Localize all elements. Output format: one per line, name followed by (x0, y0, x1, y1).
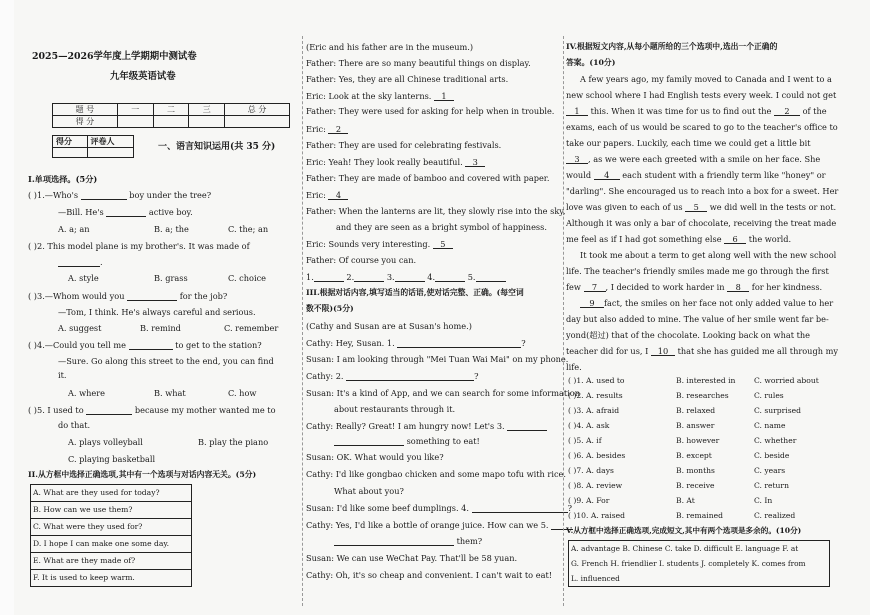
option-c[interactable]: C. remember (224, 323, 279, 333)
dialogue-line: (Cathy and Susan are at Susan's home.) (306, 321, 472, 331)
dialogue-line: Cathy: Oh, it's so cheap and convenient. I can't wait to eat! (306, 570, 553, 580)
blank[interactable]: 4 (594, 170, 620, 180)
dialogue-line: Cathy: I'd like gongbao chicken and some mapo tofu with rice. (306, 469, 566, 479)
dialogue-line: Susan: I'd like some beef dumplings. 4. ? (306, 503, 572, 513)
part3-title-line2: 数不限)(5分) (306, 304, 354, 313)
options-box (30, 484, 192, 587)
choice-row-7-a[interactable]: ( )7. A. days (568, 466, 614, 475)
dialogue-line: them? (334, 536, 482, 546)
choice-row-4-b[interactable]: B. answer (676, 421, 715, 430)
option-item[interactable]: E. What are they made of? (31, 553, 191, 570)
section-title: 一、语言知识运用(共 35 分) (158, 142, 276, 152)
choice-row-8-b[interactable]: B. receive (676, 481, 715, 490)
blank[interactable] (127, 291, 177, 301)
passage-line: "darling". She encouraged us to reach into a box for a sweet. Her (566, 186, 839, 196)
part4-title-line2: 答案。(10分) (566, 58, 616, 67)
score-header-cell: 题 号 (53, 104, 118, 116)
score-label-cell: 得 分 (53, 116, 118, 128)
blank[interactable]: 2 (328, 124, 348, 134)
passage-line: would 4 each student with a friendly term like "honey" or (566, 170, 826, 180)
blank[interactable] (334, 536, 454, 546)
choice-row-1-c[interactable]: C. worried about (754, 376, 819, 385)
option-c[interactable]: C. how (228, 388, 257, 398)
passage-line: life. The teacher's friendly smiles made me go through the first (566, 266, 829, 276)
passage-line: 3 , as we were each greeted with a smile on her face. She (566, 154, 820, 164)
dialogue-line: Susan: It's a kind of App, and we can search for some information (306, 388, 580, 398)
choice-row-2-b[interactable]: B. researches (676, 391, 729, 400)
choice-row-8-c[interactable]: C. return (754, 481, 789, 490)
answer-line: 1. 2. 3. 4. 5. (306, 272, 506, 282)
dialogue-line: Cathy: Hey, Susan. 1. ? (306, 338, 526, 348)
dialogue-line: What about you? (334, 486, 404, 496)
blank[interactable] (397, 338, 521, 348)
choice-row-1-b[interactable]: B. interested in (676, 376, 736, 385)
blank[interactable]: 8 (727, 282, 749, 292)
dialogue-line: Eric: 4 (306, 190, 348, 200)
choice-row-2-a[interactable]: ( )2. A. results (568, 391, 623, 400)
score-cell[interactable] (153, 116, 189, 128)
blank[interactable] (346, 371, 474, 381)
choice-row-4-c[interactable]: C. name (754, 421, 786, 430)
dialogue-line: Eric: Look at the sky lanterns. 1 (306, 91, 454, 101)
question-3-line2: —Tom, I think. He's always careful and serious. (58, 307, 256, 317)
blank[interactable] (58, 257, 100, 267)
choice-row-5-c[interactable]: C. whether (754, 436, 797, 445)
question-5-line2: do that. (58, 420, 91, 430)
option-item[interactable]: B. How can we use them? (31, 502, 191, 519)
choice-row-6-c[interactable]: C. beside (754, 451, 790, 460)
question-4-line3: it. (58, 370, 67, 380)
question-2: ( )2. This model plane is my brother's. It was made of (28, 241, 250, 251)
dialogue-line: Father: Of course you can. (306, 255, 417, 265)
option-b[interactable]: B. remind (140, 323, 181, 333)
dialogue-line: Father: They are used for celebrating festivals. (306, 140, 502, 150)
choice-row-7-c[interactable]: C. years (754, 466, 786, 475)
blank[interactable]: 7 (584, 282, 606, 292)
dialogue-line: (Eric and his father are in the museum.) (306, 42, 474, 52)
dialogue-line: Father: When the lanterns are lit, they slowly rise into the sky, (306, 206, 566, 216)
column-3 (566, 0, 856, 615)
blank-line: . (58, 257, 103, 267)
option-b[interactable]: B. what (154, 388, 186, 398)
score-cell[interactable] (225, 116, 290, 128)
score-header-cell: 一 (117, 104, 153, 116)
passage-line: love was given to each of us 5 we did well in the tests or not. (566, 202, 837, 212)
option-b[interactable]: B. grass (154, 273, 188, 283)
word-box-line: A. advantage B. Chinese C. take D. difficult E. language F. at (571, 544, 799, 553)
option-a[interactable]: A. where (68, 388, 106, 398)
choice-row-10-a[interactable]: ( )10. A. raised (568, 511, 625, 520)
blank[interactable]: 5 (433, 239, 453, 249)
passage-line: 1 this. When it was time for us to find out the 2 of the (566, 106, 827, 116)
blank[interactable] (129, 340, 173, 350)
part1-title: I.单项选择。(5分) (28, 174, 98, 184)
passage-line: It took me about a term to get along well with the new school (580, 250, 837, 260)
choice-row-9-b[interactable]: B. At (676, 496, 695, 505)
score-header-cell: 总 分 (225, 104, 290, 116)
option-item[interactable]: F. It is used to keep warm. (33, 573, 135, 582)
exam-subtitle: 九年级英语试卷 (110, 71, 176, 82)
dialogue-line: Father: They are made of bamboo and covered with paper. (306, 173, 550, 183)
question-3: ( )3.—Whom would you for the job? (28, 291, 228, 301)
column-1 (28, 0, 300, 615)
choice-row-5-a[interactable]: ( )5. A. if (568, 436, 602, 445)
dialogue-line: Father: Yes, they are all Chinese traditional arts. (306, 74, 509, 84)
blank[interactable] (334, 436, 404, 446)
option-item[interactable]: D. I hope I can make one some day. (31, 536, 191, 553)
choice-row-5-b[interactable]: B. however (676, 436, 720, 445)
dialogue-line: Cathy: Yes, I'd like a bottle of orange juice. How can we 5. (306, 520, 573, 530)
blank[interactable]: 1 (434, 91, 454, 101)
score-header-cell: 三 (189, 104, 225, 116)
blank[interactable] (81, 190, 127, 200)
grader-cell: 评卷人 (87, 136, 134, 148)
dialogue-line: Eric: Sounds very interesting. 5 (306, 239, 453, 249)
blank[interactable] (86, 405, 132, 415)
dialogue-line: Susan: OK. What would you like? (306, 452, 444, 462)
dialogue-line: Eric: 2 (306, 124, 348, 134)
passage-line: few 7 , I decided to work harder in 8 for her kindness. (566, 282, 823, 292)
choice-row-10-c[interactable]: C. realized (754, 511, 796, 520)
choice-row-6-b[interactable]: B. except (676, 451, 712, 460)
blank[interactable]: 9 (580, 298, 604, 308)
blank[interactable] (472, 503, 568, 513)
blank[interactable]: 3 (566, 154, 588, 164)
part2-title: II.从方框中选择正确选项,其中有一个选项与对话内容无关。(5分) (28, 470, 257, 479)
grader-table (52, 135, 134, 158)
option-c[interactable]: C. playing basketball (68, 454, 156, 464)
option-a[interactable]: A. suggest (58, 323, 102, 333)
dialogue-line: and they are seen as a bright symbol of happiness. (336, 222, 547, 232)
choice-row-3-a[interactable]: ( )3. A. afraid (568, 406, 620, 415)
option-item[interactable]: A. What are they used for today? (31, 485, 191, 502)
option-a[interactable]: A. style (68, 273, 99, 283)
dialogue-line: something to eat! (334, 436, 480, 446)
exam-title: 2025—2026学年度上学期期中测试卷 (32, 51, 197, 62)
answer-blank[interactable] (314, 272, 344, 282)
question-1: ( )1.—Who's boy under the tree? (28, 190, 212, 200)
choice-row-8-a[interactable]: ( )8. A. review (568, 481, 623, 490)
blank[interactable] (507, 421, 547, 431)
grader-cell: 得分 (53, 136, 88, 148)
choice-row-6-a[interactable]: ( )6. A. besides (568, 451, 626, 460)
blank[interactable] (106, 207, 146, 217)
dialogue-line: Eric: Yeah! They look really beautiful. 3 (306, 157, 485, 167)
option-item[interactable]: C. What were they used for? (31, 519, 191, 536)
choice-row-3-b[interactable]: B. relaxed (676, 406, 716, 415)
dialogue-line: about restaurants through it. (334, 404, 456, 414)
question-1-line2: —Bill. He's active boy. (58, 207, 193, 217)
passage-line: new school where I had English tests every week. I could not get (566, 90, 837, 100)
passage-line: Although it was only a bar of chocolate, receiving the treat made (566, 218, 837, 228)
passage-line: yond(超过) that of the chocolate. Looking back on what the (566, 330, 811, 340)
answer-blank[interactable] (435, 272, 465, 282)
word-box-line: L. influenced (571, 574, 620, 583)
binding-margin (0, 0, 14, 615)
dialogue-line: Cathy: 2. ? (306, 371, 479, 381)
option-b[interactable]: B. play the piano (198, 437, 269, 447)
question-4: ( )4.—Could you tell me to get to the station? (28, 340, 262, 350)
blank[interactable]: 5 (685, 202, 707, 212)
dialogue-line: Cathy: Really? Great! I am hungry now! Let's 3. (306, 421, 547, 431)
choice-row-3-c[interactable]: C. surprised (754, 406, 801, 415)
option-c[interactable]: C. choice (228, 273, 267, 283)
question-4-line2: —Sure. Go along this street to the end, you can find (58, 356, 274, 366)
passage-line: me feel as if I had got something else 6 the world. (566, 234, 792, 244)
passage-line: A few years ago, my family moved to Canada and I went to a (580, 74, 832, 84)
grader-score-cell[interactable] (53, 148, 88, 158)
dialogue-line: Father: There are so many beautiful things on display. (306, 58, 531, 68)
option-a[interactable]: A. plays volleyball (68, 437, 143, 447)
choice-row-10-b[interactable]: B. remained (676, 511, 723, 520)
column-divider (302, 36, 303, 606)
dialogue-line: Father: They were used for asking for help when in trouble. (306, 106, 555, 116)
blank[interactable]: 3 (465, 157, 485, 167)
passage-line: day but also added to mine. The value of her smile went far be- (566, 314, 829, 324)
choice-row-2-c[interactable]: C. rules (754, 391, 784, 400)
choice-row-9-a[interactable]: ( )9. A. For (568, 496, 610, 505)
passage-line: take our papers. Luckily, each time we could get a little bit (566, 138, 811, 148)
blank[interactable]: 4 (328, 190, 348, 200)
choice-row-7-b[interactable]: B. months (676, 466, 715, 475)
passage-line: 9 fact, the smiles on her face not only added value to her (580, 298, 833, 308)
score-table (52, 103, 290, 128)
passage-line: exams, each of us would be scared to go to the teacher's office to (566, 122, 838, 132)
part4-title: IV.根据短文内容,从每小题所给的三个选项中,选出一个正确的 (566, 42, 778, 51)
dialogue-line: Susan: We can use WeChat Pay. That'll be 58 yuan. (306, 553, 518, 563)
option-a[interactable]: A. a; an (58, 224, 90, 234)
question-5: ( )5. I used to because my mother wanted me to (28, 405, 276, 415)
grader-name-cell[interactable] (87, 148, 134, 158)
part3-title: III.根据对话内容,填写适当的话语,使对话完整、正确。(每空词 (306, 288, 524, 297)
word-box (568, 540, 830, 587)
passage-line: teacher did for us, I 10 that she has guided me all through my (566, 346, 838, 356)
choice-row-4-a[interactable]: ( )4. A. ask (568, 421, 610, 430)
option-b[interactable]: B. a; the (154, 224, 189, 234)
blank[interactable]: 2 (774, 106, 800, 116)
answer-blank[interactable] (476, 272, 506, 282)
dialogue-line: Susan: I am looking through "Mei Tuan Wai Mai" on my phone. (306, 354, 569, 364)
option-c[interactable]: C. the; an (228, 224, 269, 234)
column-divider (563, 36, 564, 606)
blank[interactable]: 6 (724, 234, 746, 244)
score-cell[interactable] (117, 116, 153, 128)
choice-row-9-c[interactable]: C. In (754, 496, 773, 505)
score-header-cell: 二 (153, 104, 189, 116)
answer-blank[interactable] (395, 272, 425, 282)
score-cell[interactable] (189, 116, 225, 128)
blank[interactable]: 1 (566, 106, 588, 116)
blank[interactable]: 10 (651, 346, 675, 356)
choice-row-1-a[interactable]: ( )1. A. used to (568, 376, 625, 385)
passage-line: life. (566, 362, 582, 372)
answer-blank[interactable] (354, 272, 384, 282)
word-box-line: G. French H. friendlier I. students J. completely K. comes from (571, 559, 806, 568)
part5-title: V.从方框中选择正确选项,完成短文,其中有两个选项是多余的。(10分) (566, 526, 802, 535)
